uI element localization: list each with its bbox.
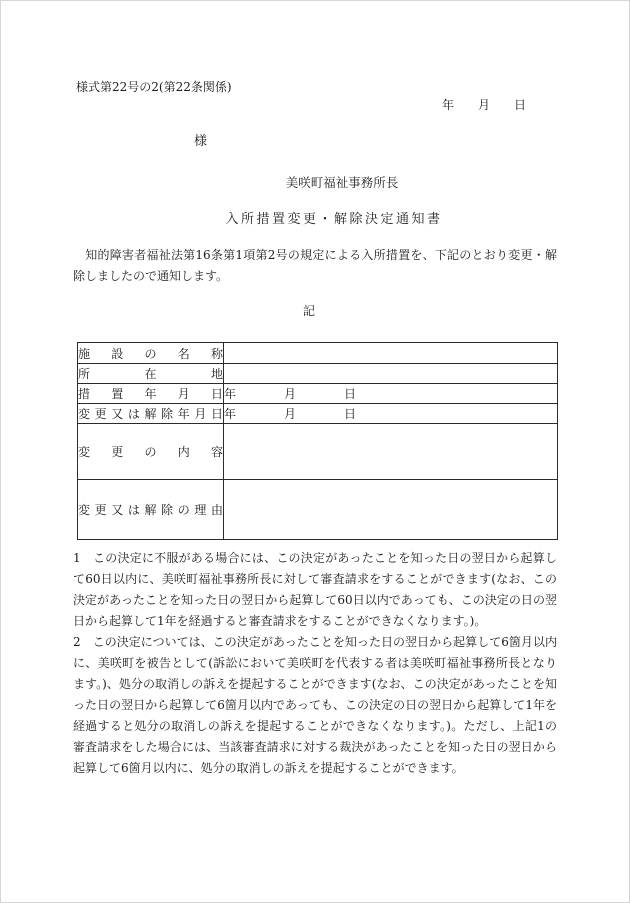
row-value: 年 月 日 [224, 404, 558, 424]
table-row-location [78, 364, 558, 384]
row-value [224, 343, 558, 364]
document-content [1, 1, 629, 779]
issue-date-line: 年 月 日 [441, 98, 526, 112]
row-value [224, 424, 558, 480]
row-label: 措置年月日 [78, 384, 224, 404]
table-row-change-content [78, 424, 558, 480]
row-value [224, 364, 558, 384]
row-value: 年 月 日 [224, 384, 558, 404]
body-paragraph: 知的障害者福祉法第16条第1項第2号の規定による入所措置を、下記のとおり変更・解除しましたので通知します。 [73, 248, 557, 283]
sender-name: 美咲町福祉事務所長 [285, 175, 399, 190]
table-row-change-date [78, 404, 558, 424]
table-row-measure-date [78, 384, 558, 404]
row-label: 変更又は解除の理由 [78, 480, 224, 540]
document-title: 入所措置変更・解除決定通知書 [225, 212, 443, 227]
table-row-change-reason [78, 480, 558, 540]
row-label: 変更の内容 [78, 424, 224, 480]
note-item-1: 1 この決定に不服がある場合には、この決定があったことを知った日の翌日から起算して60日以内に、美咲町福祉事務所長に対して審査請求をすることができます(なお、この決定があったことを知った日の翌日から起算して60日以内であっても、この決定の日の翌日から起算して1年を経過すると審査請求をすることができなくなります。)。 [73, 551, 557, 628]
form-number: 様式第22号の2(第22条関係) [76, 80, 232, 94]
row-label: 変更又は解除年月日 [78, 404, 224, 424]
table-row-facility-name [78, 343, 558, 364]
row-value [224, 480, 558, 540]
notes-section [73, 548, 557, 779]
details-table [77, 342, 558, 540]
record-marker: 記 [302, 304, 315, 318]
addressee-honorific: 様 [194, 134, 208, 149]
note-item-2: 2 この決定については、この決定があったことを知った日の翌日から起算して6箇月以内に、美咲町を被告として(訴訟において美咲町を代表する者は美咲町福祉事務所長となります。)、処分の取消しの訴えを提起することができます(なお、この決定があったことを知った日の翌日から起算して6箇月以内であっても、この決定の日の翌日から起算して1年を経過すると処分の取消しの訴えを提起することができなくなります。)。ただし、上記1の審査請求をした場合には、当該審査請求に対する裁決があったことを知った日の翌日から起算して6箇月以内に、処分の取消しの訴えを提起することができます。 [73, 635, 557, 775]
row-label: 所在地 [78, 364, 224, 384]
addressee-line [73, 133, 557, 150]
row-label: 施設の名称 [78, 343, 224, 364]
